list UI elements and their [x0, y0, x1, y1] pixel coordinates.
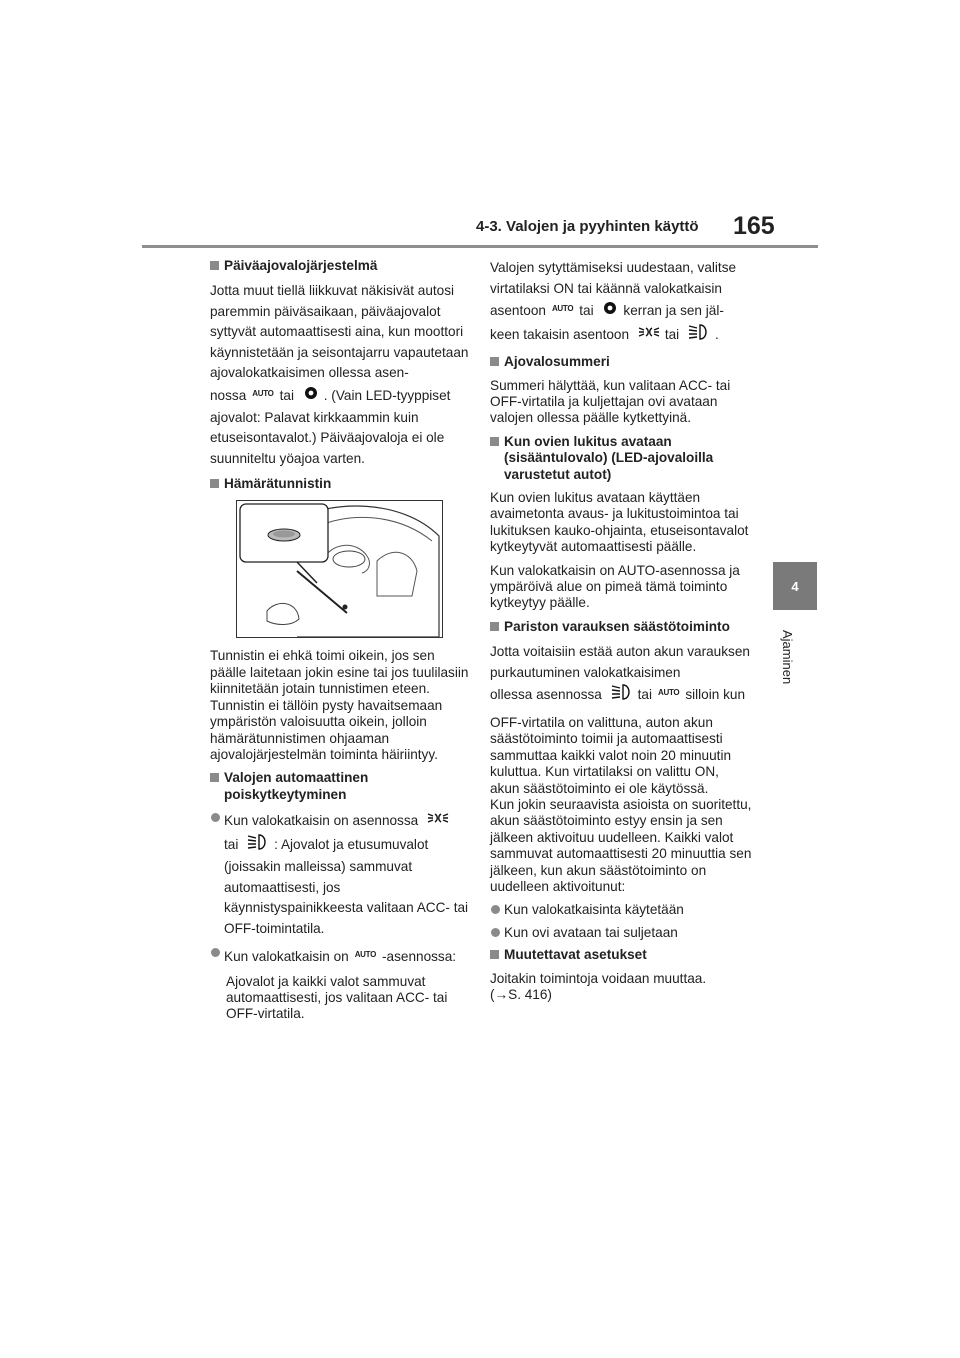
square-bullet-icon [210, 479, 219, 488]
paragraph: Jotta voitaisiin estää auton akun varauksen purkautuminen valokatkaisimen ollessa asennossa tai $^{AUTO}$ silloin kun [490, 642, 752, 708]
right-column [490, 258, 752, 1010]
page-reference-link[interactable]: (→S. 416) [490, 987, 552, 1002]
dial-off-icon [303, 385, 319, 408]
header-section-title: 4-3. Valojen ja pyyhinten käyttö [476, 218, 699, 235]
light-sensor-illustration [236, 500, 443, 638]
chapter-tab [773, 562, 817, 610]
paragraph: Tunnistin ei ehkä toimi oikein, jos sen päälle laitetaan jokin esine tai jos tuulilasiin kiinnitetään jotain tunnistimen eteen. Tunnistin ei tällöin pysty havaitsemaan ympäristön valoisuutta oikein, jolloin hämärätunnistimen ohjaaman ajovalojärjestelmän toiminta häiriintyy. [210, 648, 469, 762]
auto-icon: AUTO [551, 304, 574, 313]
paragraph: Ajovalot ja kaikki valot sammuvat automaattisesti, jos valitaan ACC- tai OFF-virtatila. [226, 973, 448, 1022]
square-bullet-icon [210, 773, 219, 782]
bullet-item: Kun valokatkaisin on asennossa tai : Ajovalot ja etusumuvalot (joissakin malleissa) sammuvat automaattisesti, jos käynnistyspainikkeesta valitaan ACC- tai OFF-toimintatila. [210, 810, 472, 939]
bullet-item: Kun ovi avataan tai suljetaan [490, 925, 752, 941]
paragraph: OFF-virtatila on valittuna, auton akun säästötoiminto toimii ja automaattisesti sammuttaa kaikki valot noin 20 minuutin kuluttua. Kun virtatilaksi on valittu ON, akun säästötoiminto ei ole käytössä. Kun jokin seuraavista asioista on suoritettu, akun säästötoiminto estyy ensin ja sen jälkeen aktivoituu uudelleen. Kaikki valot sammuvat automaattisesti 20 minuuttia sen jälkeen, kun akun säästötoiminto on uudelleen aktivoitunut: [490, 714, 752, 894]
section-heading: Kun ovien lukitus avataan (sisääntulovalo) (LED-ajovaloilla varustetut autot) [490, 434, 752, 483]
paragraph: Valojen sytyttämiseksi uudestaan, valitse virtatilaksi ON tai käännä valokatkaisin asentoon $^{AUTO}$ tai kerran ja sen jäl- keen takaisin asentoon tai . [490, 258, 752, 347]
chapter-title: Ajaminen [780, 630, 795, 685]
headlight-icon [611, 683, 633, 708]
section-heading: Päiväajovalojärjestelmä [210, 258, 472, 274]
circle-bullet-icon [211, 813, 220, 822]
section-heading: Ajovalosummeri [490, 354, 752, 370]
square-bullet-icon [490, 437, 499, 446]
square-bullet-icon [210, 261, 219, 270]
paragraph: Kun valokatkaisin on AUTO-asennossa ja ympäröivä alue on pimeä tämä toiminto kytkeytyy päälle. [490, 562, 740, 611]
dial-off-icon [602, 300, 618, 323]
bullet-item: Kun valokatkaisinta käytetään [490, 902, 752, 918]
left-column [210, 258, 472, 1030]
page-number: 165 [733, 212, 775, 240]
headlight-icon [247, 833, 269, 858]
header-rule [142, 245, 818, 248]
square-bullet-icon [490, 950, 499, 959]
circle-bullet-icon [491, 905, 500, 914]
circle-bullet-icon [211, 948, 220, 957]
chapter-number: 4 [791, 578, 799, 594]
section-heading: Muutettavat asetukset [490, 947, 752, 963]
paragraph: Summeri hälyttää, kun valitaan ACC- tai OFF-virtatila ja kuljettajan ovi avataan valojen ollessa päälle kytkettyinä. [490, 377, 731, 426]
square-bullet-icon [490, 622, 499, 631]
auto-icon: AUTO [354, 950, 377, 960]
auto-icon: AUTO [252, 388, 274, 398]
paragraph: Joitakin toimintoja voidaan muuttaa. (→S. 416) [490, 970, 707, 1002]
square-bullet-icon [490, 357, 499, 366]
headlight-icon [688, 323, 710, 348]
section-heading: Valojen automaattinen poiskytkeytyminen [210, 770, 472, 803]
section-heading: Pariston varauksen säästötoiminto [490, 619, 752, 635]
small-light-icon [427, 810, 449, 833]
small-light-icon [638, 324, 660, 347]
paragraph: Kun ovien lukitus avataan käyttäen avaimetonta avaus- ja lukitustoimintoa tai lukituksen kauko-ohjainta, etuseisontavalot kytkeytyvät automaattisesti päälle. [490, 490, 749, 555]
paragraph: Jotta muut tiellä liikkuvat näkisivät autosi paremmin päiväsaikaan, päiväajovalot syttyvät automaattisesti aina, kun moottori käynnistetään ja seisontajarru vapautetaan ajovalokatkaisimen ollessa asen- nossa $^{AUTO}$ tai . (Vain LED-tyyppiset ajovalot: Palavat kirkkaammin kuin etuseisontavalot.) Päiväajovaloja ei ole suunniteltu yöajoa varten. [210, 283, 469, 466]
bullet-item: Kun valokatkaisin on $^{AUTO}$ -asennossa: [210, 945, 472, 968]
section-heading: Hämärätunnistin [210, 476, 472, 492]
circle-bullet-icon [491, 928, 500, 937]
auto-icon: AUTO [657, 688, 680, 698]
